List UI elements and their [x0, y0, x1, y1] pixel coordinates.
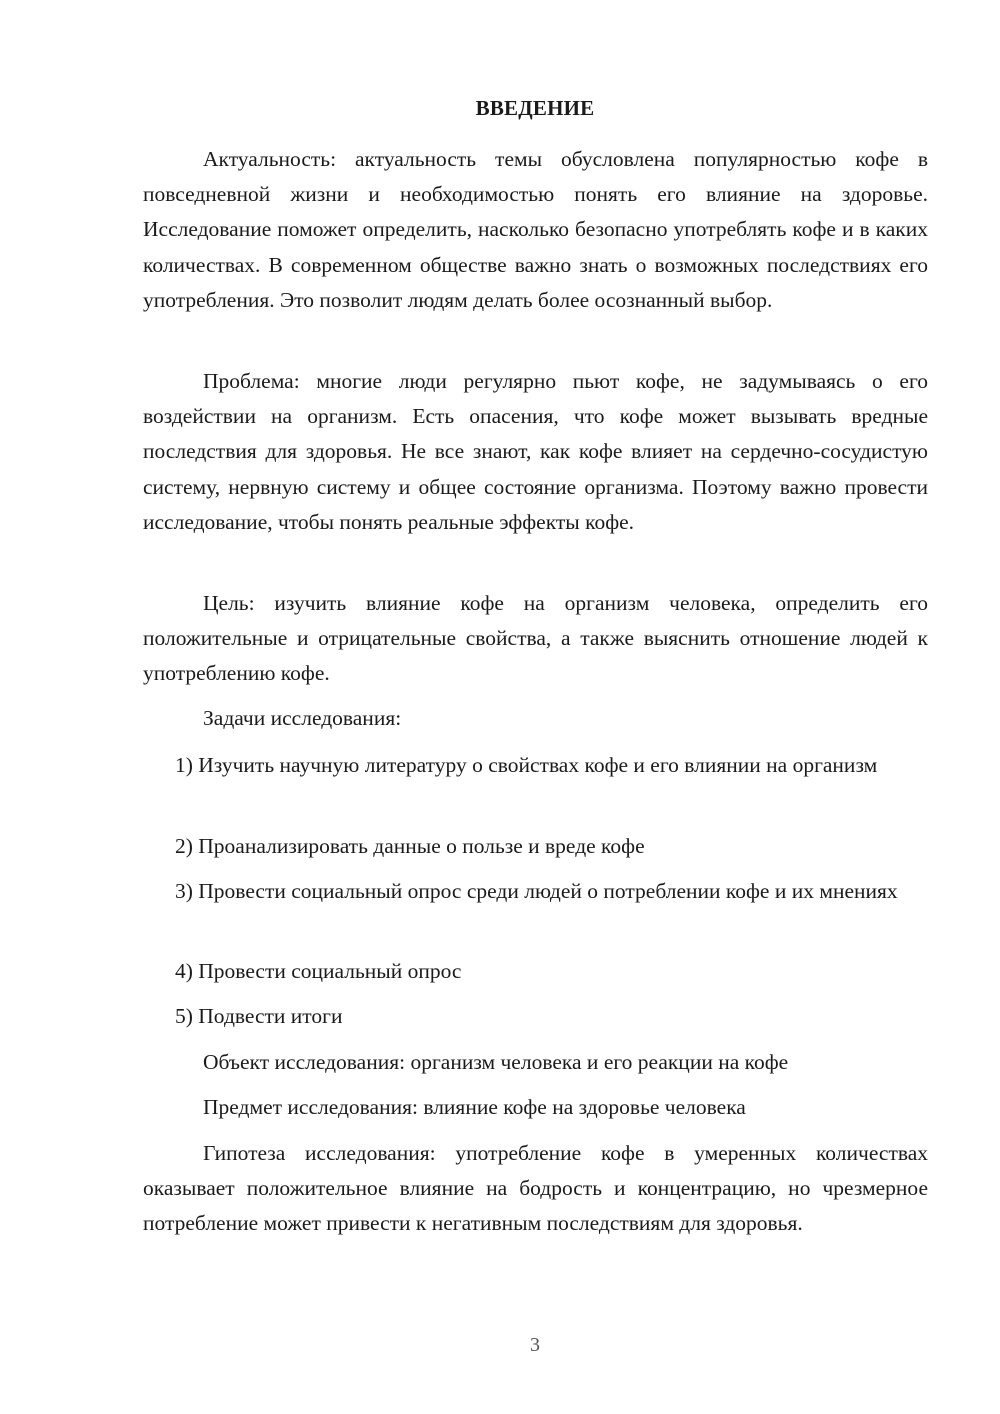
- task-item-2: 2) Проанализировать данные о пользе и вреде кофе: [175, 834, 645, 858]
- task-item-1: 1) Изучить научную литературу о свойствах кофе и его влиянии на организм: [175, 753, 878, 777]
- goal-paragraph: Цель: изучить влияние кофе на организм человека, определить его положительные и отрицательные свойства, а также выяснить отношение людей к употреблению кофе.: [143, 591, 928, 686]
- task-item-4: 4) Провести социальный опрос: [175, 959, 462, 983]
- page-number: 3: [530, 1334, 540, 1356]
- relevance-paragraph: Актуальность: актуальность темы обусловлена популярностью кофе в повседневной жизни и необходимостью понять его влияние на здоровье. Исследование поможет определить, насколько безопасно употреблять кофе и в каких количествах. В современном обществе важно знать о возможных последствиях его употребления. Это позволит людям делать более осознанный выбор.: [143, 147, 928, 312]
- page-title: ВВЕДЕНИЕ: [475, 96, 595, 120]
- hypothesis-paragraph: Гипотеза исследования: употребление кофе в умеренных количествах оказывает положительное влияние на бодрость и концентрацию, но чрезмерное потребление может привести к негативным последствиям для здоровья.: [143, 1141, 928, 1236]
- task-item-5: 5) Подвести итоги: [175, 1004, 343, 1028]
- object-paragraph: Объект исследования: организм человека и его реакции на кофе: [203, 1050, 789, 1074]
- problem-paragraph: Проблема: многие люди регулярно пьют кофе, не задумываясь о его воздействии на организм. Есть опасения, что кофе может вызывать вредные последствия для здоровья. Не все знают, как кофе влияет на сердечно-сосудистую систему, нервную систему и общее состояние организма. Поэтому важно провести исследование, чтобы понять реальные эффекты кофе.: [143, 369, 928, 534]
- subject-paragraph: Предмет исследования: влияние кофе на здоровье человека: [203, 1095, 746, 1119]
- tasks-heading: Задачи исследования:: [203, 706, 402, 730]
- task-item-3: 3) Провести социальный опрос среди людей о потреблении кофе и их мнениях: [175, 879, 898, 903]
